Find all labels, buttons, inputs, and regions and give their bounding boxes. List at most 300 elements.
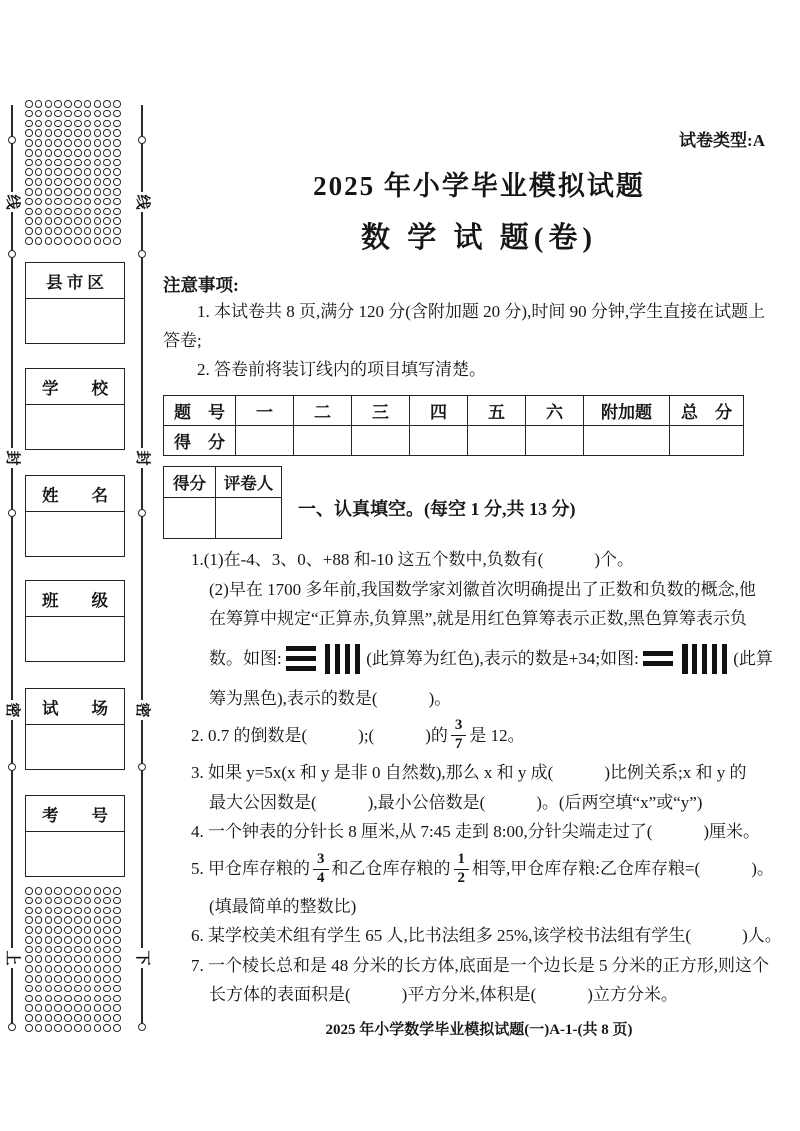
punch-hole xyxy=(35,965,43,973)
punch-hole xyxy=(103,227,111,235)
punch-hole xyxy=(25,227,33,235)
punch-hole xyxy=(103,208,111,216)
punch-hole xyxy=(113,965,121,973)
punch-hole xyxy=(113,995,121,1003)
binding-char-down: 下 xyxy=(129,948,155,968)
punch-hole xyxy=(84,955,92,963)
punch-hole xyxy=(35,946,43,954)
field-blank-school xyxy=(26,405,124,449)
punch-hole xyxy=(64,139,72,147)
rod-line-text-mid: (此算筹为红色),表示的数是+34;如图: xyxy=(366,648,639,668)
punch-hole xyxy=(113,926,121,934)
punch-hole xyxy=(113,936,121,944)
question-1-part-2-line-4: 筹为黑色),表示的数是( )。 xyxy=(209,688,452,708)
punch-hole xyxy=(74,946,82,954)
punch-hole xyxy=(35,227,43,235)
punch-hole xyxy=(103,975,111,983)
punch-hole xyxy=(54,159,62,167)
punch-hole xyxy=(45,916,53,924)
punch-hole xyxy=(54,1024,62,1032)
punch-hole xyxy=(45,120,53,128)
punch-hole xyxy=(35,926,43,934)
binding-char-seal: 封 xyxy=(0,448,25,468)
punch-hole xyxy=(84,1014,92,1022)
field-box-exam-number xyxy=(25,795,125,877)
punch-hole xyxy=(25,110,33,118)
binding-line xyxy=(11,105,13,1030)
punch-hole xyxy=(94,1014,102,1022)
punch-hole xyxy=(84,129,92,137)
punch-hole xyxy=(94,139,102,147)
punch-hole xyxy=(94,149,102,157)
punch-hole xyxy=(84,1004,92,1012)
punch-hole xyxy=(74,907,82,915)
punch-hole xyxy=(64,100,72,108)
punch-hole xyxy=(84,985,92,993)
punch-hole xyxy=(113,985,121,993)
field-box-class xyxy=(25,580,125,662)
punch-hole xyxy=(103,100,111,108)
punch-hole xyxy=(94,916,102,924)
punch-hole xyxy=(74,965,82,973)
punch-hole xyxy=(94,227,102,235)
punch-hole xyxy=(64,149,72,157)
question-7-line-1: 7. 一个棱长总和是 48 分米的长方体,底面是一个边长是 5 分米的正方形,则这个 xyxy=(191,955,769,975)
punch-hole xyxy=(113,897,121,905)
score-cell-empty xyxy=(352,426,410,456)
punch-hole xyxy=(54,897,62,905)
punch-hole xyxy=(35,887,43,895)
punch-hole xyxy=(45,965,53,973)
score-header-cell: 附加题 xyxy=(584,396,670,426)
punch-hole xyxy=(25,1024,33,1032)
punch-hole xyxy=(45,985,53,993)
punch-hole xyxy=(64,120,72,128)
punch-hole xyxy=(25,100,33,108)
punch-hole xyxy=(25,217,33,225)
grader-box-labels xyxy=(164,467,282,498)
punch-hole xyxy=(45,129,53,137)
binding-char-seal: 封 xyxy=(129,448,155,468)
field-blank-exam-number xyxy=(26,832,124,876)
punch-hole xyxy=(35,178,43,186)
punch-hole xyxy=(45,217,53,225)
punch-hole xyxy=(45,946,53,954)
fraction-three-sevenths xyxy=(451,718,467,753)
punch-hole xyxy=(84,995,92,1003)
punch-hole xyxy=(113,188,121,196)
punch-hole xyxy=(103,120,111,128)
punch-hole xyxy=(25,1004,33,1012)
punch-hole xyxy=(54,110,62,118)
punch-hole xyxy=(74,110,82,118)
note-1-line-2: 答卷; xyxy=(163,331,202,350)
punch-hole xyxy=(25,916,33,924)
punch-hole xyxy=(113,178,121,186)
binding-dot xyxy=(8,509,16,517)
punch-hole xyxy=(35,168,43,176)
punch-hole xyxy=(35,897,43,905)
score-header-cell: 三 xyxy=(352,396,410,426)
score-header-cell: 二 xyxy=(294,396,352,426)
punch-hole xyxy=(25,1014,33,1022)
punch-hole xyxy=(94,1004,102,1012)
punch-hole xyxy=(45,955,53,963)
punch-hole xyxy=(74,897,82,905)
punch-hole xyxy=(54,916,62,924)
punch-hole xyxy=(64,965,72,973)
punch-hole xyxy=(45,926,53,934)
score-cell-empty xyxy=(294,426,352,456)
punch-hole xyxy=(94,168,102,176)
punch-hole xyxy=(113,100,121,108)
field-label-county: 县 市 区 xyxy=(26,263,124,299)
punch-hole xyxy=(103,926,111,934)
question-3-line-2: 最大公因数是( ),最小公倍数是( )。(后两空填“x”或“y”) xyxy=(209,792,703,812)
punch-hole xyxy=(103,168,111,176)
punch-hole xyxy=(45,149,53,157)
punch-hole xyxy=(35,198,43,206)
punch-hole xyxy=(113,227,121,235)
punch-hole xyxy=(94,120,102,128)
punch-hole xyxy=(25,887,33,895)
punch-hole xyxy=(74,887,82,895)
punch-hole xyxy=(64,227,72,235)
punch-hole xyxy=(35,237,43,245)
punch-hole xyxy=(64,168,72,176)
punch-hole xyxy=(103,1004,111,1012)
punch-hole xyxy=(103,237,111,245)
punch-hole xyxy=(84,227,92,235)
binding-dot xyxy=(138,250,146,258)
punch-hole xyxy=(84,936,92,944)
punch-hole xyxy=(54,178,62,186)
section-one-heading: 一、认真填空。(每空 1 分,共 13 分) xyxy=(298,499,576,519)
punch-hole xyxy=(25,975,33,983)
punch-hole xyxy=(64,1014,72,1022)
punch-hole xyxy=(35,188,43,196)
punch-hole xyxy=(35,907,43,915)
field-label-name: 姓 名 xyxy=(26,476,124,512)
punch-hole xyxy=(35,120,43,128)
punch-hole xyxy=(103,985,111,993)
field-label-exam-room: 试 场 xyxy=(26,689,124,725)
question-5 xyxy=(163,847,795,892)
score-cell-empty xyxy=(236,426,294,456)
binding-dot xyxy=(8,250,16,258)
punch-hole xyxy=(94,198,102,206)
question-2-text-pre: 2. 0.7 的倒数是( );( )的 xyxy=(191,725,448,745)
punch-hole xyxy=(54,985,62,993)
punch-hole xyxy=(64,985,72,993)
punch-hole xyxy=(84,1024,92,1032)
fraction-one-half xyxy=(454,852,470,887)
binding-char-secret: 密 xyxy=(0,700,25,720)
punch-hole xyxy=(35,149,43,157)
punch-hole xyxy=(94,936,102,944)
punch-hole xyxy=(74,916,82,924)
punch-hole xyxy=(94,965,102,973)
binding-dot xyxy=(138,136,146,144)
note-2: 2. 答卷前将装订线内的项目填写清楚。 xyxy=(197,360,486,379)
binding-dot xyxy=(138,1023,146,1031)
punch-hole xyxy=(64,1004,72,1012)
punch-hole xyxy=(25,149,33,157)
counting-rods-black-diagram xyxy=(643,644,729,674)
punch-hole xyxy=(54,100,62,108)
punch-hole xyxy=(84,217,92,225)
punch-hole xyxy=(54,129,62,137)
punch-hole xyxy=(25,120,33,128)
punch-hole xyxy=(103,887,111,895)
score-table xyxy=(163,395,744,456)
punch-hole xyxy=(74,120,82,128)
score-row-label: 得 分 xyxy=(164,426,236,456)
punch-hole xyxy=(103,198,111,206)
question-5-note: (填最简单的整数比) xyxy=(209,896,357,916)
binding-line xyxy=(141,105,143,1030)
punch-hole xyxy=(84,110,92,118)
note-1-line-1: 1. 本试卷共 8 页,满分 120 分(含附加题 20 分),时间 90 分钟,学生直接在试题上 xyxy=(197,302,766,321)
punch-hole xyxy=(84,907,92,915)
punch-hole xyxy=(45,1024,53,1032)
punch-hole xyxy=(25,168,33,176)
punch-hole xyxy=(54,1004,62,1012)
punch-hole xyxy=(94,955,102,963)
punch-hole-grid-top xyxy=(25,100,121,245)
punch-hole xyxy=(74,936,82,944)
question-1-part-2-line-3 xyxy=(163,634,795,684)
punch-hole xyxy=(45,1014,53,1022)
question-1-part-1: 1.(1)在-4、3、0、+88 和-10 这五个数中,负数有( )个。 xyxy=(191,550,635,569)
punch-hole xyxy=(25,936,33,944)
score-header-cell: 六 xyxy=(526,396,584,426)
score-table-score-row xyxy=(164,426,744,456)
punch-hole xyxy=(113,168,121,176)
binding-line-right xyxy=(133,105,151,1030)
punch-hole xyxy=(113,139,121,147)
punch-hole xyxy=(103,188,111,196)
punch-hole xyxy=(25,995,33,1003)
punch-hole xyxy=(84,965,92,973)
punch-hole xyxy=(54,946,62,954)
fraction-denominator: 7 xyxy=(454,736,463,752)
grader-score-label: 得分 xyxy=(164,467,216,498)
punch-hole xyxy=(45,139,53,147)
punch-hole xyxy=(103,1024,111,1032)
punch-hole xyxy=(35,129,43,137)
punch-hole xyxy=(74,995,82,1003)
punch-hole xyxy=(64,916,72,924)
punch-hole xyxy=(64,159,72,167)
punch-hole xyxy=(94,907,102,915)
punch-hole xyxy=(45,208,53,216)
punch-hole xyxy=(64,926,72,934)
punch-hole xyxy=(35,100,43,108)
question-2-text-post: 是 12。 xyxy=(469,725,525,745)
punch-hole xyxy=(74,955,82,963)
question-6: 6. 某学校美术组有学生 65 人,比书法组多 25%,该学校书法组有学生( )人。 xyxy=(191,926,782,945)
counting-rods-red-diagram xyxy=(286,644,363,674)
punch-hole xyxy=(113,159,121,167)
score-header-cell: 总 分 xyxy=(670,396,744,426)
grader-box-blanks xyxy=(164,498,282,539)
punch-hole xyxy=(64,129,72,137)
punch-hole xyxy=(74,139,82,147)
punch-hole xyxy=(45,178,53,186)
punch-hole xyxy=(64,907,72,915)
punch-hole xyxy=(64,198,72,206)
binding-line-left xyxy=(3,105,21,1030)
punch-hole xyxy=(84,188,92,196)
punch-hole xyxy=(25,965,33,973)
punch-hole xyxy=(94,887,102,895)
question-1-part-2-line-2: 在筹算中规定“正算赤,负算黑”,就是用红色算筹表示正数,黑色算筹表示负 xyxy=(209,609,747,628)
field-box-school xyxy=(25,368,125,450)
punch-hole xyxy=(74,1004,82,1012)
punch-hole xyxy=(74,985,82,993)
punch-hole xyxy=(54,975,62,983)
punch-hole xyxy=(84,139,92,147)
question-4: 4. 一个钟表的分针长 8 厘米,从 7:45 走到 8:00,分针尖端走过了( )厘米。 xyxy=(191,822,761,841)
field-box-name xyxy=(25,475,125,557)
notes-heading: 注意事项: xyxy=(163,275,239,295)
punch-hole xyxy=(35,975,43,983)
field-label-exam-number: 考 号 xyxy=(26,796,124,832)
binding-char-line: 线 xyxy=(129,192,155,212)
punch-hole xyxy=(74,198,82,206)
punch-hole xyxy=(113,887,121,895)
field-label-class: 班 级 xyxy=(26,581,124,617)
punch-hole xyxy=(25,897,33,905)
punch-hole xyxy=(64,897,72,905)
grader-person-blank xyxy=(216,498,282,539)
punch-hole xyxy=(103,159,111,167)
punch-hole xyxy=(113,975,121,983)
field-label-school: 学 校 xyxy=(26,369,124,405)
punch-hole xyxy=(113,237,121,245)
punch-hole xyxy=(94,159,102,167)
punch-hole xyxy=(94,985,102,993)
punch-hole xyxy=(54,188,62,196)
punch-hole xyxy=(94,178,102,186)
punch-hole xyxy=(64,955,72,963)
punch-hole xyxy=(74,129,82,137)
punch-hole xyxy=(74,100,82,108)
punch-hole xyxy=(35,110,43,118)
punch-hole xyxy=(64,946,72,954)
punch-hole xyxy=(54,227,62,235)
punch-hole xyxy=(64,178,72,186)
punch-hole xyxy=(94,208,102,216)
binding-char-line: 线 xyxy=(0,192,25,212)
score-cell-empty xyxy=(410,426,468,456)
punch-hole xyxy=(103,936,111,944)
binding-dot xyxy=(138,763,146,771)
punch-hole xyxy=(54,936,62,944)
punch-hole xyxy=(103,946,111,954)
punch-hole xyxy=(35,1024,43,1032)
punch-hole xyxy=(94,926,102,934)
punch-hole xyxy=(64,995,72,1003)
punch-hole xyxy=(84,120,92,128)
punch-hole xyxy=(113,955,121,963)
punch-hole xyxy=(35,916,43,924)
punch-hole xyxy=(113,1024,121,1032)
punch-hole xyxy=(25,139,33,147)
punch-hole xyxy=(35,159,43,167)
score-cell-empty xyxy=(584,426,670,456)
fraction-numerator: 1 xyxy=(454,852,470,870)
punch-hole xyxy=(84,237,92,245)
punch-hole xyxy=(103,1014,111,1022)
field-blank-exam-room xyxy=(26,725,124,769)
punch-hole xyxy=(25,198,33,206)
punch-hole xyxy=(25,188,33,196)
punch-hole xyxy=(64,237,72,245)
punch-hole xyxy=(94,1024,102,1032)
punch-hole xyxy=(45,907,53,915)
question-3-line-1: 3. 如果 y=5x(x 和 y 是非 0 自然数),那么 x 和 y 成( )比例关系;x 和 y 的 xyxy=(191,763,747,782)
punch-hole xyxy=(54,208,62,216)
punch-hole xyxy=(103,955,111,963)
punch-hole xyxy=(54,198,62,206)
punch-hole xyxy=(35,1004,43,1012)
punch-hole xyxy=(113,907,121,915)
punch-hole xyxy=(74,149,82,157)
punch-hole xyxy=(103,129,111,137)
punch-hole xyxy=(113,208,121,216)
punch-hole xyxy=(54,149,62,157)
punch-hole xyxy=(94,237,102,245)
punch-hole xyxy=(113,149,121,157)
punch-hole xyxy=(64,887,72,895)
page-title: 2025 年小学毕业模拟试题 xyxy=(313,171,645,201)
score-cell-empty xyxy=(468,426,526,456)
punch-hole xyxy=(45,159,53,167)
score-header-cell: 题 号 xyxy=(164,396,236,426)
punch-hole xyxy=(74,1024,82,1032)
punch-hole xyxy=(64,188,72,196)
punch-hole xyxy=(45,1004,53,1012)
binding-char-secret: 密 xyxy=(129,700,155,720)
punch-hole xyxy=(54,995,62,1003)
punch-hole xyxy=(35,208,43,216)
fraction-three-fourths xyxy=(313,852,329,887)
exam-type-label: 试卷类型:A xyxy=(679,131,765,150)
binding-dot xyxy=(138,509,146,517)
punch-hole xyxy=(35,139,43,147)
punch-hole xyxy=(74,926,82,934)
punch-hole xyxy=(45,110,53,118)
punch-hole xyxy=(25,129,33,137)
punch-hole xyxy=(45,168,53,176)
punch-hole xyxy=(54,965,62,973)
punch-hole xyxy=(25,237,33,245)
fraction-numerator: 3 xyxy=(313,852,329,870)
punch-hole xyxy=(94,129,102,137)
punch-hole xyxy=(35,995,43,1003)
punch-hole xyxy=(74,227,82,235)
grader-score-blank xyxy=(164,498,216,539)
field-blank-county xyxy=(26,299,124,343)
punch-hole xyxy=(84,897,92,905)
punch-hole xyxy=(84,926,92,934)
grader-person-label: 评卷人 xyxy=(216,467,282,498)
punch-hole xyxy=(103,110,111,118)
punch-hole xyxy=(74,208,82,216)
punch-hole xyxy=(25,985,33,993)
